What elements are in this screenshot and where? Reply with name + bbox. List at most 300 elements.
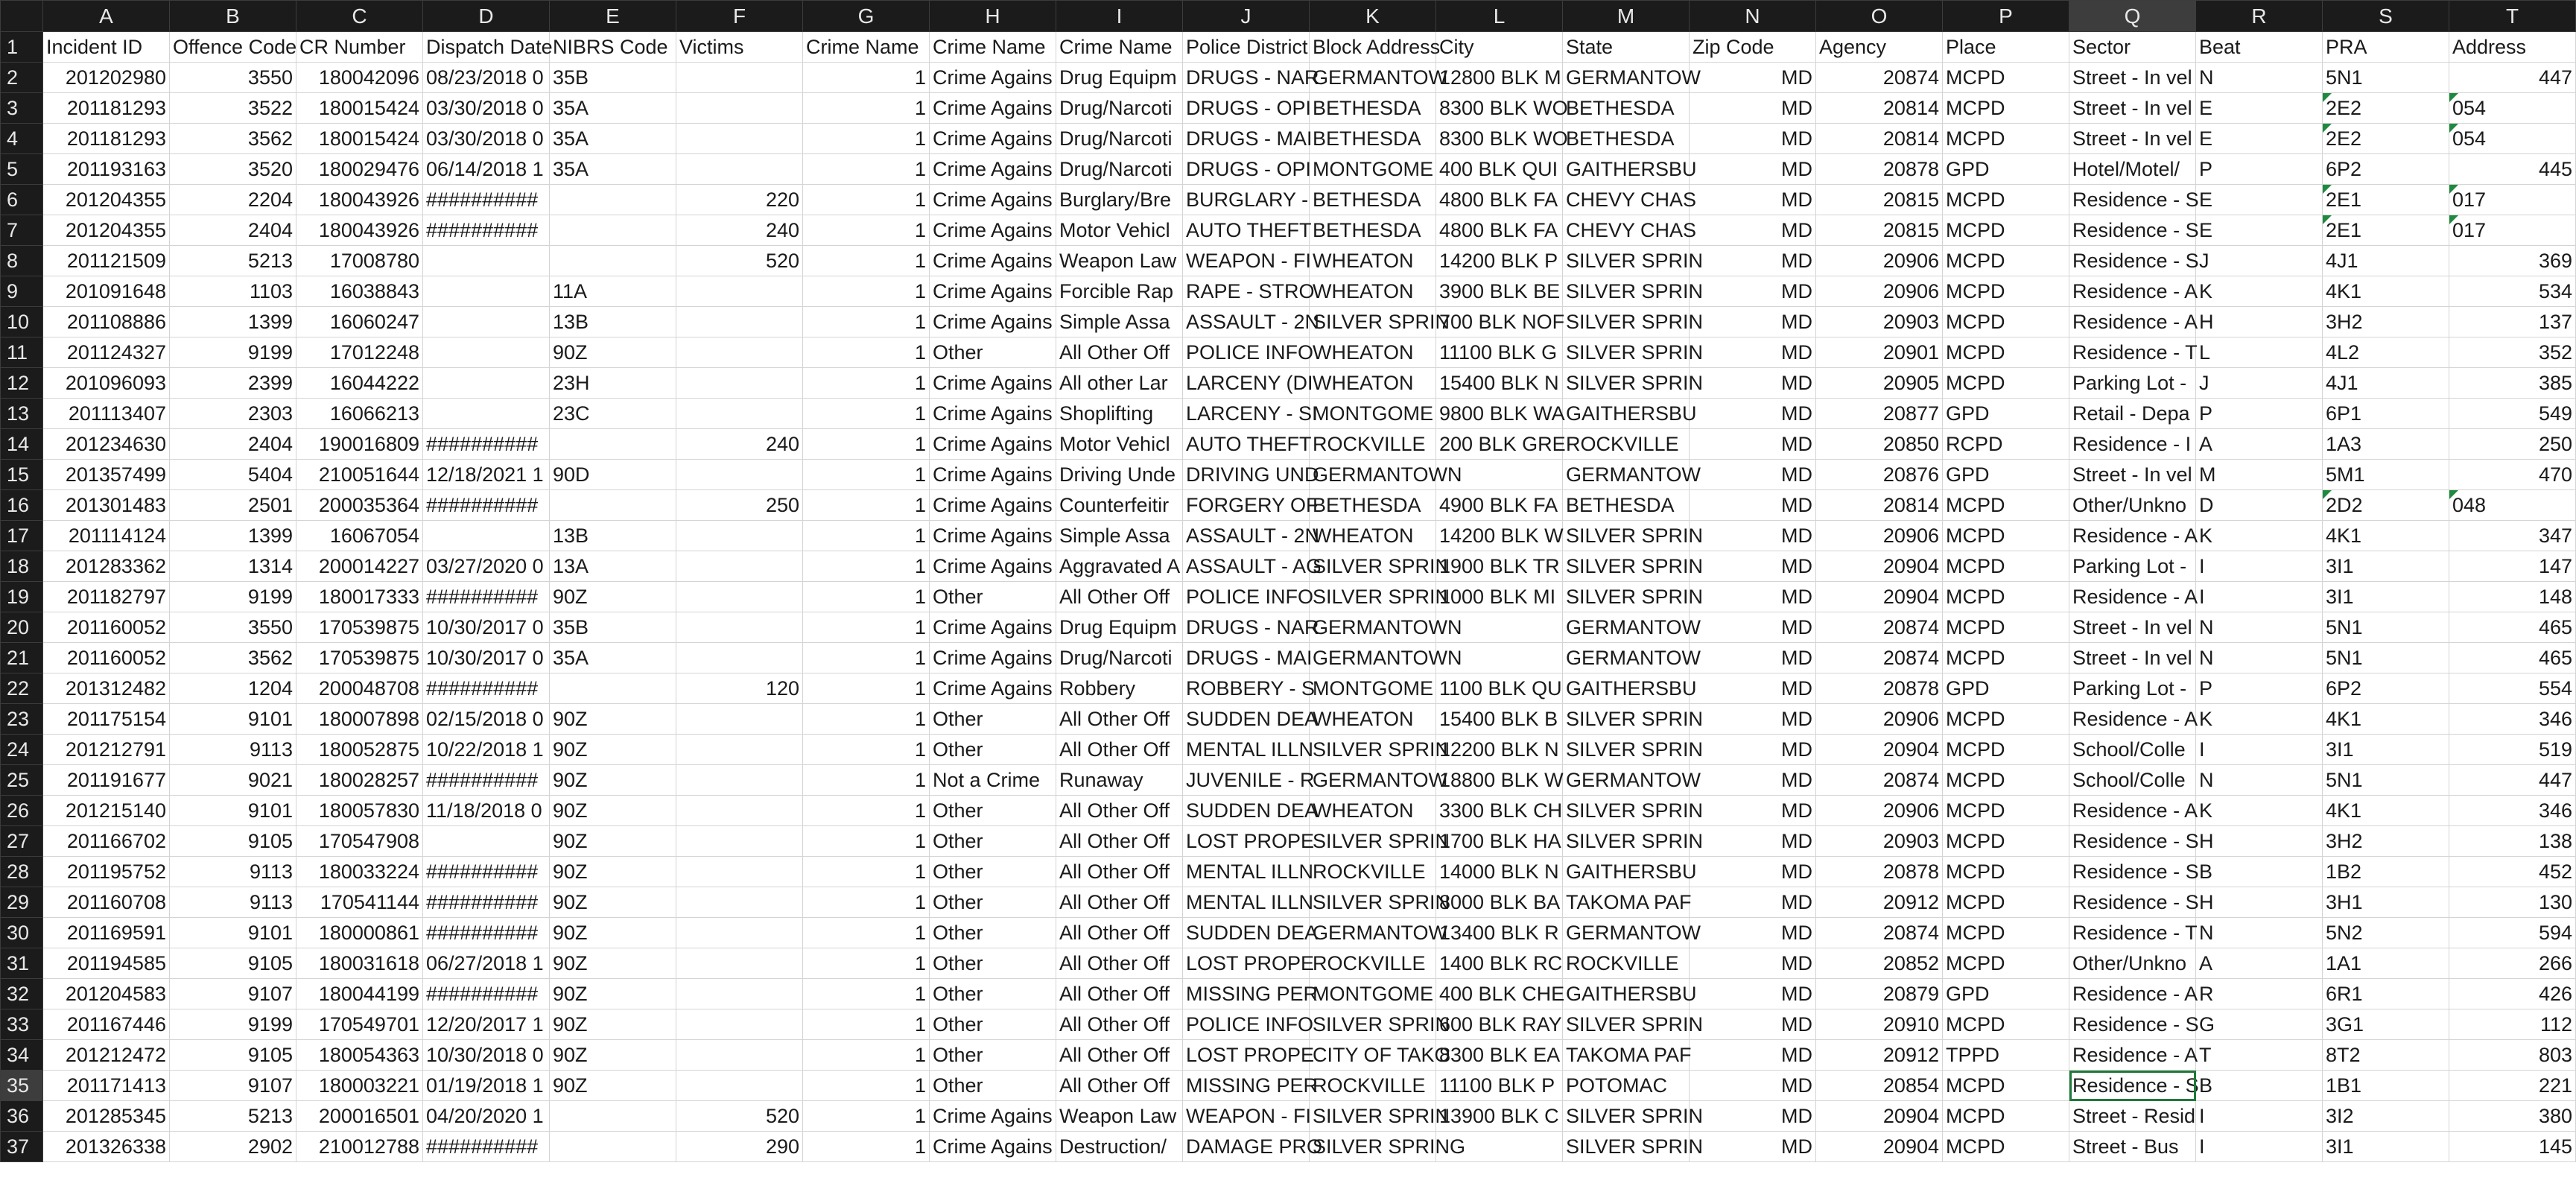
cell-n20[interactable]: MD	[1690, 612, 1816, 643]
column-header-k[interactable]: K	[1310, 1, 1436, 32]
cell-d7[interactable]: ##########	[423, 215, 550, 246]
cell-s36[interactable]: 3I2	[2323, 1101, 2449, 1132]
column-header-l[interactable]: L	[1436, 1, 1563, 32]
cell-f26[interactable]	[676, 796, 803, 826]
cell-n22[interactable]: MD	[1690, 673, 1816, 704]
cell-c35[interactable]: 180003221	[296, 1071, 423, 1101]
cell-d30[interactable]: ##########	[423, 918, 550, 948]
cell-i30[interactable]: All Other Off	[1056, 918, 1183, 948]
cell-j8[interactable]: WEAPON - FI	[1183, 246, 1310, 276]
cell-g6[interactable]: 1	[803, 185, 930, 215]
cell-t1[interactable]: Address	[2449, 32, 2576, 63]
cell-q26[interactable]: Residence - A	[2069, 796, 2196, 826]
cell-d19[interactable]: ##########	[423, 582, 550, 612]
row-header[interactable]: 31	[1, 948, 43, 979]
cell-t7[interactable]: 017	[2449, 215, 2576, 246]
cell-d29[interactable]: ##########	[423, 887, 550, 918]
cell-d28[interactable]: ##########	[423, 857, 550, 887]
cell-r21[interactable]: N	[2196, 643, 2323, 673]
cell-h14[interactable]: Crime Agains	[930, 429, 1056, 460]
cell-c27[interactable]: 170547908	[296, 826, 423, 857]
cell-p12[interactable]: MCPD	[1943, 368, 2069, 399]
cell-r32[interactable]: R	[2196, 979, 2323, 1009]
cell-c31[interactable]: 180031618	[296, 948, 423, 979]
cell-g17[interactable]: 1	[803, 521, 930, 551]
cell-e12[interactable]: 23H	[550, 368, 676, 399]
cell-c34[interactable]: 180054363	[296, 1040, 423, 1071]
cell-a6[interactable]: 201204355	[43, 185, 170, 215]
cell-e20[interactable]: 35B	[550, 612, 676, 643]
cell-b23[interactable]: 9101	[170, 704, 296, 735]
cell-j6[interactable]: BURGLARY -	[1183, 185, 1310, 215]
cell-c16[interactable]: 200035364	[296, 490, 423, 521]
cell-h5[interactable]: Crime Agains	[930, 154, 1056, 185]
cell-j16[interactable]: FORGERY OF	[1183, 490, 1310, 521]
cell-e3[interactable]: 35A	[550, 93, 676, 124]
cell-c25[interactable]: 180028257	[296, 765, 423, 796]
cell-o8[interactable]: 20906	[1816, 246, 1943, 276]
cell-p7[interactable]: MCPD	[1943, 215, 2069, 246]
cell-g4[interactable]: 1	[803, 124, 930, 154]
cell-g35[interactable]: 1	[803, 1071, 930, 1101]
cell-o33[interactable]: 20910	[1816, 1009, 1943, 1040]
cell-l27[interactable]: 1700 BLK HA	[1436, 826, 1563, 857]
cell-i7[interactable]: Motor Vehicl	[1056, 215, 1183, 246]
cell-g33[interactable]: 1	[803, 1009, 930, 1040]
cell-g16[interactable]: 1	[803, 490, 930, 521]
cell-r7[interactable]: E	[2196, 215, 2323, 246]
cell-n5[interactable]: MD	[1690, 154, 1816, 185]
cell-g9[interactable]: 1	[803, 276, 930, 307]
cell-q27[interactable]: Residence - S	[2069, 826, 2196, 857]
cell-d37[interactable]: ##########	[423, 1132, 550, 1162]
cell-o19[interactable]: 20904	[1816, 582, 1943, 612]
cell-t29[interactable]: 130	[2449, 887, 2576, 918]
column-header-f[interactable]: F	[676, 1, 803, 32]
cell-n37[interactable]: MD	[1690, 1132, 1816, 1162]
column-header-g[interactable]: G	[803, 1, 930, 32]
cell-f33[interactable]	[676, 1009, 803, 1040]
cell-h10[interactable]: Crime Agains	[930, 307, 1056, 337]
row-header[interactable]: 12	[1, 368, 43, 399]
cell-j27[interactable]: LOST PROPE	[1183, 826, 1310, 857]
cell-c3[interactable]: 180015424	[296, 93, 423, 124]
cell-e30[interactable]: 90Z	[550, 918, 676, 948]
cell-q21[interactable]: Street - In vel	[2069, 643, 2196, 673]
cell-f17[interactable]	[676, 521, 803, 551]
cell-l15[interactable]	[1436, 460, 1563, 490]
cell-q11[interactable]: Residence - T	[2069, 337, 2196, 368]
cell-l34[interactable]: 8300 BLK EA	[1436, 1040, 1563, 1071]
cell-n34[interactable]: MD	[1690, 1040, 1816, 1071]
cell-e33[interactable]: 90Z	[550, 1009, 676, 1040]
cell-b13[interactable]: 2303	[170, 399, 296, 429]
cell-c7[interactable]: 180043926	[296, 215, 423, 246]
cell-r26[interactable]: K	[2196, 796, 2323, 826]
cell-f10[interactable]	[676, 307, 803, 337]
cell-i3[interactable]: Drug/Narcoti	[1056, 93, 1183, 124]
cell-l9[interactable]: 3900 BLK BE	[1436, 276, 1563, 307]
cell-b1[interactable]: Offence Code	[170, 32, 296, 63]
cell-a1[interactable]: Incident ID	[43, 32, 170, 63]
cell-o25[interactable]: 20874	[1816, 765, 1943, 796]
cell-c22[interactable]: 200048708	[296, 673, 423, 704]
cell-r9[interactable]: K	[2196, 276, 2323, 307]
cell-n3[interactable]: MD	[1690, 93, 1816, 124]
row-header[interactable]: 27	[1, 826, 43, 857]
cell-i22[interactable]: Robbery	[1056, 673, 1183, 704]
cell-f36[interactable]: 520	[676, 1101, 803, 1132]
cell-p20[interactable]: MCPD	[1943, 612, 2069, 643]
cell-r3[interactable]: E	[2196, 93, 2323, 124]
cell-h21[interactable]: Crime Agains	[930, 643, 1056, 673]
cell-g3[interactable]: 1	[803, 93, 930, 124]
cell-k28[interactable]: ROCKVILLE	[1310, 857, 1436, 887]
cell-k11[interactable]: WHEATON	[1310, 337, 1436, 368]
cell-t20[interactable]: 465	[2449, 612, 2576, 643]
cell-e17[interactable]: 13B	[550, 521, 676, 551]
cell-g2[interactable]: 1	[803, 63, 930, 93]
cell-g24[interactable]: 1	[803, 735, 930, 765]
cell-q18[interactable]: Parking Lot -	[2069, 551, 2196, 582]
cell-f16[interactable]: 250	[676, 490, 803, 521]
cell-k35[interactable]: ROCKVILLE	[1310, 1071, 1436, 1101]
cell-j20[interactable]: DRUGS - NAR	[1183, 612, 1310, 643]
cell-q12[interactable]: Parking Lot -	[2069, 368, 2196, 399]
cell-k21[interactable]: GERMANTOWN	[1310, 643, 1436, 673]
cell-m26[interactable]: SILVER SPRIN	[1563, 796, 1690, 826]
cell-a21[interactable]: 201160052	[43, 643, 170, 673]
cell-q30[interactable]: Residence - T	[2069, 918, 2196, 948]
cell-n6[interactable]: MD	[1690, 185, 1816, 215]
cell-s11[interactable]: 4L2	[2323, 337, 2449, 368]
cell-r8[interactable]: J	[2196, 246, 2323, 276]
cell-r20[interactable]: N	[2196, 612, 2323, 643]
cell-p3[interactable]: MCPD	[1943, 93, 2069, 124]
cell-d17[interactable]	[423, 521, 550, 551]
cell-f14[interactable]: 240	[676, 429, 803, 460]
cell-m13[interactable]: GAITHERSBU	[1563, 399, 1690, 429]
cell-g36[interactable]: 1	[803, 1101, 930, 1132]
cell-p9[interactable]: MCPD	[1943, 276, 2069, 307]
cell-d35[interactable]: 01/19/2018 1	[423, 1071, 550, 1101]
cell-b24[interactable]: 9113	[170, 735, 296, 765]
cell-e25[interactable]: 90Z	[550, 765, 676, 796]
cell-f20[interactable]	[676, 612, 803, 643]
cell-q15[interactable]: Street - In vel	[2069, 460, 2196, 490]
cell-n1[interactable]: Zip Code	[1690, 32, 1816, 63]
column-header-q[interactable]: Q	[2069, 1, 2196, 32]
cell-e14[interactable]	[550, 429, 676, 460]
cell-r28[interactable]: B	[2196, 857, 2323, 887]
cell-k36[interactable]: SILVER SPRIN	[1310, 1101, 1436, 1132]
column-header-i[interactable]: I	[1056, 1, 1183, 32]
cell-l3[interactable]: 8300 BLK WO	[1436, 93, 1563, 124]
cell-t18[interactable]: 147	[2449, 551, 2576, 582]
cell-q32[interactable]: Residence - A	[2069, 979, 2196, 1009]
cell-h17[interactable]: Crime Agains	[930, 521, 1056, 551]
cell-j25[interactable]: JUVENILE - R	[1183, 765, 1310, 796]
row-header[interactable]: 36	[1, 1101, 43, 1132]
cell-o24[interactable]: 20904	[1816, 735, 1943, 765]
row-header[interactable]: 33	[1, 1009, 43, 1040]
cell-f15[interactable]	[676, 460, 803, 490]
cell-d18[interactable]: 03/27/2020 0	[423, 551, 550, 582]
cell-i17[interactable]: Simple Assa	[1056, 521, 1183, 551]
cell-d4[interactable]: 03/30/2018 0	[423, 124, 550, 154]
cell-p27[interactable]: MCPD	[1943, 826, 2069, 857]
cell-t26[interactable]: 346	[2449, 796, 2576, 826]
cell-c29[interactable]: 170541144	[296, 887, 423, 918]
cell-i36[interactable]: Weapon Law	[1056, 1101, 1183, 1132]
cell-l37[interactable]	[1436, 1132, 1563, 1162]
cell-j17[interactable]: ASSAULT - 2N	[1183, 521, 1310, 551]
cell-b4[interactable]: 3562	[170, 124, 296, 154]
cell-s37[interactable]: 3I1	[2323, 1132, 2449, 1162]
cell-r13[interactable]: P	[2196, 399, 2323, 429]
cell-c26[interactable]: 180057830	[296, 796, 423, 826]
cell-l28[interactable]: 14000 BLK N	[1436, 857, 1563, 887]
cell-n4[interactable]: MD	[1690, 124, 1816, 154]
cell-k30[interactable]: GERMANTOW	[1310, 918, 1436, 948]
cell-m19[interactable]: SILVER SPRIN	[1563, 582, 1690, 612]
cell-e15[interactable]: 90D	[550, 460, 676, 490]
cell-c37[interactable]: 210012788	[296, 1132, 423, 1162]
cell-j11[interactable]: POLICE INFO	[1183, 337, 1310, 368]
cell-i24[interactable]: All Other Off	[1056, 735, 1183, 765]
cell-c4[interactable]: 180015424	[296, 124, 423, 154]
cell-q14[interactable]: Residence - I	[2069, 429, 2196, 460]
cell-k4[interactable]: BETHESDA	[1310, 124, 1436, 154]
cell-j12[interactable]: LARCENY (DI	[1183, 368, 1310, 399]
cell-a28[interactable]: 201195752	[43, 857, 170, 887]
cell-d9[interactable]	[423, 276, 550, 307]
cell-g29[interactable]: 1	[803, 887, 930, 918]
row-header[interactable]: 15	[1, 460, 43, 490]
cell-d31[interactable]: 06/27/2018 1	[423, 948, 550, 979]
cell-d15[interactable]: 12/18/2021 1	[423, 460, 550, 490]
cell-h18[interactable]: Crime Agains	[930, 551, 1056, 582]
cell-h35[interactable]: Other	[930, 1071, 1056, 1101]
cell-i35[interactable]: All Other Off	[1056, 1071, 1183, 1101]
cell-c28[interactable]: 180033224	[296, 857, 423, 887]
cell-q5[interactable]: Hotel/Motel/	[2069, 154, 2196, 185]
cell-m3[interactable]: BETHESDA	[1563, 93, 1690, 124]
cell-r24[interactable]: I	[2196, 735, 2323, 765]
cell-r18[interactable]: I	[2196, 551, 2323, 582]
cell-m15[interactable]: GERMANTOW	[1563, 460, 1690, 490]
cell-r25[interactable]: N	[2196, 765, 2323, 796]
cell-m30[interactable]: GERMANTOW	[1563, 918, 1690, 948]
cell-f27[interactable]	[676, 826, 803, 857]
cell-r16[interactable]: D	[2196, 490, 2323, 521]
cell-e26[interactable]: 90Z	[550, 796, 676, 826]
cell-n23[interactable]: MD	[1690, 704, 1816, 735]
cell-d26[interactable]: 11/18/2018 0	[423, 796, 550, 826]
cell-h26[interactable]: Other	[930, 796, 1056, 826]
cell-d34[interactable]: 10/30/2018 0	[423, 1040, 550, 1071]
cell-o27[interactable]: 20903	[1816, 826, 1943, 857]
cell-e27[interactable]: 90Z	[550, 826, 676, 857]
cell-j9[interactable]: RAPE - STRO	[1183, 276, 1310, 307]
cell-q23[interactable]: Residence - A	[2069, 704, 2196, 735]
cell-k17[interactable]: WHEATON	[1310, 521, 1436, 551]
cell-h31[interactable]: Other	[930, 948, 1056, 979]
cell-p19[interactable]: MCPD	[1943, 582, 2069, 612]
cell-h36[interactable]: Crime Agains	[930, 1101, 1056, 1132]
cell-o6[interactable]: 20815	[1816, 185, 1943, 215]
cell-f24[interactable]	[676, 735, 803, 765]
select-all-corner[interactable]	[1, 1, 43, 32]
cell-c36[interactable]: 200016501	[296, 1101, 423, 1132]
cell-m18[interactable]: SILVER SPRIN	[1563, 551, 1690, 582]
cell-s25[interactable]: 5N1	[2323, 765, 2449, 796]
row-header[interactable]: 32	[1, 979, 43, 1009]
cell-f30[interactable]	[676, 918, 803, 948]
cell-e34[interactable]: 90Z	[550, 1040, 676, 1071]
cell-b3[interactable]: 3522	[170, 93, 296, 124]
cell-a11[interactable]: 201124327	[43, 337, 170, 368]
row-header[interactable]: 35	[1, 1071, 43, 1101]
cell-f29[interactable]	[676, 887, 803, 918]
cell-b22[interactable]: 1204	[170, 673, 296, 704]
cell-j1[interactable]: Police District	[1183, 32, 1310, 63]
cell-e28[interactable]: 90Z	[550, 857, 676, 887]
cell-t27[interactable]: 138	[2449, 826, 2576, 857]
cell-q2[interactable]: Street - In vel	[2069, 63, 2196, 93]
cell-o32[interactable]: 20879	[1816, 979, 1943, 1009]
row-header[interactable]: 24	[1, 735, 43, 765]
cell-b8[interactable]: 5213	[170, 246, 296, 276]
cell-k34[interactable]: CITY OF TAKO	[1310, 1040, 1436, 1071]
cell-b35[interactable]: 9107	[170, 1071, 296, 1101]
cell-n2[interactable]: MD	[1690, 63, 1816, 93]
cell-i37[interactable]: Destruction/	[1056, 1132, 1183, 1162]
row-header[interactable]: 10	[1, 307, 43, 337]
cell-k8[interactable]: WHEATON	[1310, 246, 1436, 276]
column-header-c[interactable]: C	[296, 1, 423, 32]
cell-i31[interactable]: All Other Off	[1056, 948, 1183, 979]
cell-f1[interactable]: Victims	[676, 32, 803, 63]
cell-j21[interactable]: DRUGS - MAI	[1183, 643, 1310, 673]
cell-p1[interactable]: Place	[1943, 32, 2069, 63]
cell-h32[interactable]: Other	[930, 979, 1056, 1009]
cell-l24[interactable]: 12200 BLK N	[1436, 735, 1563, 765]
cell-q9[interactable]: Residence - A	[2069, 276, 2196, 307]
cell-q37[interactable]: Street - Bus	[2069, 1132, 2196, 1162]
row-header[interactable]: 19	[1, 582, 43, 612]
cell-e5[interactable]: 35A	[550, 154, 676, 185]
cell-b2[interactable]: 3550	[170, 63, 296, 93]
cell-l2[interactable]: 12800 BLK M	[1436, 63, 1563, 93]
cell-h7[interactable]: Crime Agains	[930, 215, 1056, 246]
cell-m32[interactable]: GAITHERSBU	[1563, 979, 1690, 1009]
cell-f7[interactable]: 240	[676, 215, 803, 246]
cell-j5[interactable]: DRUGS - OPI	[1183, 154, 1310, 185]
cell-s33[interactable]: 3G1	[2323, 1009, 2449, 1040]
cell-m27[interactable]: SILVER SPRIN	[1563, 826, 1690, 857]
cell-m8[interactable]: SILVER SPRIN	[1563, 246, 1690, 276]
cell-p24[interactable]: MCPD	[1943, 735, 2069, 765]
cell-j15[interactable]: DRIVING UND	[1183, 460, 1310, 490]
cell-i28[interactable]: All Other Off	[1056, 857, 1183, 887]
cell-e2[interactable]: 35B	[550, 63, 676, 93]
cell-o16[interactable]: 20814	[1816, 490, 1943, 521]
cell-h29[interactable]: Other	[930, 887, 1056, 918]
cell-n30[interactable]: MD	[1690, 918, 1816, 948]
cell-h8[interactable]: Crime Agains	[930, 246, 1056, 276]
cell-t32[interactable]: 426	[2449, 979, 2576, 1009]
cell-r35[interactable]: B	[2196, 1071, 2323, 1101]
cell-l12[interactable]: 15400 BLK N	[1436, 368, 1563, 399]
cell-g7[interactable]: 1	[803, 215, 930, 246]
cell-g13[interactable]: 1	[803, 399, 930, 429]
cell-c33[interactable]: 170549701	[296, 1009, 423, 1040]
cell-k16[interactable]: BETHESDA	[1310, 490, 1436, 521]
cell-j26[interactable]: SUDDEN DEA	[1183, 796, 1310, 826]
row-header[interactable]: 2	[1, 63, 43, 93]
cell-k27[interactable]: SILVER SPRIN	[1310, 826, 1436, 857]
cell-i13[interactable]: Shoplifting	[1056, 399, 1183, 429]
column-header-e[interactable]: E	[550, 1, 676, 32]
column-header-m[interactable]: M	[1563, 1, 1690, 32]
cell-d13[interactable]	[423, 399, 550, 429]
column-header-t[interactable]: T	[2449, 1, 2576, 32]
cell-e16[interactable]	[550, 490, 676, 521]
cell-p17[interactable]: MCPD	[1943, 521, 2069, 551]
row-header[interactable]: 9	[1, 276, 43, 307]
cell-m22[interactable]: GAITHERSBU	[1563, 673, 1690, 704]
cell-l22[interactable]: 1100 BLK QU	[1436, 673, 1563, 704]
column-header-a[interactable]: A	[43, 1, 170, 32]
cell-h33[interactable]: Other	[930, 1009, 1056, 1040]
row-header[interactable]: 25	[1, 765, 43, 796]
cell-k26[interactable]: WHEATON	[1310, 796, 1436, 826]
cell-c5[interactable]: 180029476	[296, 154, 423, 185]
cell-e32[interactable]: 90Z	[550, 979, 676, 1009]
cell-c15[interactable]: 210051644	[296, 460, 423, 490]
cell-r19[interactable]: I	[2196, 582, 2323, 612]
cell-j18[interactable]: ASSAULT - AG	[1183, 551, 1310, 582]
cell-c2[interactable]: 180042096	[296, 63, 423, 93]
row-header[interactable]: 4	[1, 124, 43, 154]
cell-r4[interactable]: E	[2196, 124, 2323, 154]
cell-t3[interactable]: 054	[2449, 93, 2576, 124]
cell-n25[interactable]: MD	[1690, 765, 1816, 796]
cell-l6[interactable]: 4800 BLK FA	[1436, 185, 1563, 215]
cell-d16[interactable]: ##########	[423, 490, 550, 521]
cell-j23[interactable]: SUDDEN DEA	[1183, 704, 1310, 735]
cell-h19[interactable]: Other	[930, 582, 1056, 612]
cell-a29[interactable]: 201160708	[43, 887, 170, 918]
cell-r27[interactable]: H	[2196, 826, 2323, 857]
cell-l31[interactable]: 1400 BLK RC	[1436, 948, 1563, 979]
cell-o31[interactable]: 20852	[1816, 948, 1943, 979]
column-header-n[interactable]: N	[1690, 1, 1816, 32]
cell-c21[interactable]: 170539875	[296, 643, 423, 673]
cell-m1[interactable]: State	[1563, 32, 1690, 63]
row-header[interactable]: 3	[1, 93, 43, 124]
cell-q10[interactable]: Residence - A	[2069, 307, 2196, 337]
row-header[interactable]: 22	[1, 673, 43, 704]
cell-f3[interactable]	[676, 93, 803, 124]
cell-f37[interactable]: 290	[676, 1132, 803, 1162]
cell-g22[interactable]: 1	[803, 673, 930, 704]
cell-f22[interactable]: 120	[676, 673, 803, 704]
cell-k13[interactable]: MONTGOME	[1310, 399, 1436, 429]
cell-j14[interactable]: AUTO THEFT	[1183, 429, 1310, 460]
cell-e18[interactable]: 13A	[550, 551, 676, 582]
